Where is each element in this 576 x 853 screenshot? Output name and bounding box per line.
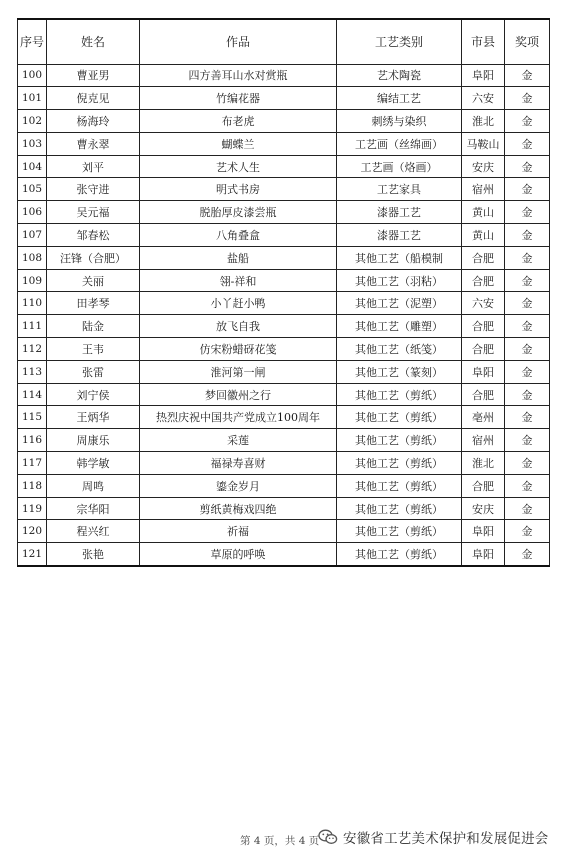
cell-award: 金	[505, 87, 550, 110]
cell-city: 淮北	[462, 110, 505, 133]
watermark	[318, 827, 549, 847]
cell-work: 热烈庆祝中国共产党成立100周年	[140, 406, 337, 429]
cell-no: 119	[18, 497, 47, 520]
cell-no: 115	[18, 406, 47, 429]
header-work: 作品	[140, 19, 337, 64]
table-row	[18, 360, 550, 383]
cell-award: 金	[505, 383, 550, 406]
cell-work: 蝴蝶兰	[140, 132, 337, 155]
table-row	[18, 224, 550, 247]
cell-award: 金	[505, 315, 550, 338]
cell-category: 漆器工艺	[337, 224, 462, 247]
table-row	[18, 497, 550, 520]
cell-name: 汪锋（合肥）	[47, 246, 140, 269]
cell-category: 其他工艺（剪纸）	[337, 383, 462, 406]
cell-award: 金	[505, 452, 550, 475]
table-row	[18, 269, 550, 292]
table-row	[18, 429, 550, 452]
cell-award: 金	[505, 246, 550, 269]
cell-category: 其他工艺（篆刻）	[337, 360, 462, 383]
cell-city: 安庆	[462, 497, 505, 520]
cell-name: 张艳	[47, 543, 140, 566]
cell-category: 其他工艺（剪纸）	[337, 497, 462, 520]
cell-name: 杨海玲	[47, 110, 140, 133]
cell-category: 其他工艺（雕塑）	[337, 315, 462, 338]
cell-work: 脱胎厚皮漆尝瓶	[140, 201, 337, 224]
header-row	[18, 19, 550, 64]
cell-category: 其他工艺（剪纸）	[337, 429, 462, 452]
cell-category: 其他工艺（羽粘）	[337, 269, 462, 292]
awards-table	[17, 18, 550, 567]
cell-work: 剪纸黄梅戏四绝	[140, 497, 337, 520]
cell-no: 107	[18, 224, 47, 247]
cell-city: 合肥	[462, 315, 505, 338]
cell-name: 韩学敏	[47, 452, 140, 475]
cell-city: 阜阳	[462, 543, 505, 566]
cell-category: 其他工艺（船模制	[337, 246, 462, 269]
cell-no: 110	[18, 292, 47, 315]
cell-category: 其他工艺（泥塑）	[337, 292, 462, 315]
cell-award: 金	[505, 201, 550, 224]
cell-no: 108	[18, 246, 47, 269]
cell-no: 104	[18, 155, 47, 178]
table-row	[18, 201, 550, 224]
wechat-icon	[318, 829, 338, 845]
table-row	[18, 178, 550, 201]
page-footer	[0, 827, 576, 849]
cell-award: 金	[505, 64, 550, 87]
cell-city: 亳州	[462, 406, 505, 429]
cell-work: 放飞自我	[140, 315, 337, 338]
cell-city: 宿州	[462, 429, 505, 452]
cell-category: 其他工艺（剪纸）	[337, 543, 462, 566]
cell-name: 张守进	[47, 178, 140, 201]
cell-work: 淮河第一闸	[140, 360, 337, 383]
cell-name: 陆金	[47, 315, 140, 338]
cell-category: 其他工艺（纸笺）	[337, 338, 462, 361]
cell-no: 121	[18, 543, 47, 566]
cell-no: 114	[18, 383, 47, 406]
cell-city: 安庆	[462, 155, 505, 178]
cell-city: 黄山	[462, 201, 505, 224]
cell-award: 金	[505, 429, 550, 452]
cell-city: 合肥	[462, 246, 505, 269]
cell-award: 金	[505, 338, 550, 361]
cell-category: 漆器工艺	[337, 201, 462, 224]
cell-name: 吴元福	[47, 201, 140, 224]
cell-work: 艺术人生	[140, 155, 337, 178]
cell-name: 周鸣	[47, 474, 140, 497]
table-row	[18, 452, 550, 475]
table-row	[18, 292, 550, 315]
cell-no: 106	[18, 201, 47, 224]
cell-name: 程兴红	[47, 520, 140, 543]
cell-award: 金	[505, 110, 550, 133]
cell-category: 艺术陶瓷	[337, 64, 462, 87]
cell-no: 117	[18, 452, 47, 475]
cell-name: 张雷	[47, 360, 140, 383]
table-row	[18, 406, 550, 429]
cell-city: 合肥	[462, 474, 505, 497]
cell-work: 四方善耳山水对赏瓶	[140, 64, 337, 87]
cell-name: 曹永翠	[47, 132, 140, 155]
cell-work: 草原的呼唤	[140, 543, 337, 566]
table-row	[18, 338, 550, 361]
cell-work: 仿宋粉蜡砑花笺	[140, 338, 337, 361]
cell-award: 金	[505, 360, 550, 383]
cell-city: 阜阳	[462, 64, 505, 87]
cell-work: 采莲	[140, 429, 337, 452]
table-row	[18, 315, 550, 338]
cell-category: 刺绣与染织	[337, 110, 462, 133]
cell-name: 田孝琴	[47, 292, 140, 315]
cell-work: 梦回徽州之行	[140, 383, 337, 406]
cell-city: 黄山	[462, 224, 505, 247]
cell-award: 金	[505, 178, 550, 201]
cell-category: 编结工艺	[337, 87, 462, 110]
cell-name: 关丽	[47, 269, 140, 292]
table-row	[18, 383, 550, 406]
cell-category: 工艺画（丝绵画）	[337, 132, 462, 155]
cell-award: 金	[505, 497, 550, 520]
table-row	[18, 110, 550, 133]
cell-no: 103	[18, 132, 47, 155]
header-name: 姓名	[47, 19, 140, 64]
cell-city: 六安	[462, 87, 505, 110]
cell-city: 宿州	[462, 178, 505, 201]
cell-category: 其他工艺（剪纸）	[337, 474, 462, 497]
cell-work: 明式书房	[140, 178, 337, 201]
cell-name: 王炳华	[47, 406, 140, 429]
cell-name: 曹亚男	[47, 64, 140, 87]
cell-name: 倪克见	[47, 87, 140, 110]
header-no: 序号	[18, 19, 47, 64]
table-row	[18, 155, 550, 178]
cell-award: 金	[505, 269, 550, 292]
cell-work: 小丫赶小鸭	[140, 292, 337, 315]
cell-work: 竹编花器	[140, 87, 337, 110]
cell-award: 金	[505, 474, 550, 497]
cell-award: 金	[505, 292, 550, 315]
cell-city: 阜阳	[462, 520, 505, 543]
table-row	[18, 87, 550, 110]
cell-city: 合肥	[462, 269, 505, 292]
cell-work: 祈福	[140, 520, 337, 543]
cell-award: 金	[505, 155, 550, 178]
cell-name: 宗华阳	[47, 497, 140, 520]
cell-no: 111	[18, 315, 47, 338]
cell-no: 113	[18, 360, 47, 383]
header-city: 市县	[462, 19, 505, 64]
cell-work: 鎏金岁月	[140, 474, 337, 497]
table-header	[18, 19, 550, 64]
cell-name: 刘宁侯	[47, 383, 140, 406]
table-row	[18, 64, 550, 87]
cell-name: 邹春松	[47, 224, 140, 247]
cell-award: 金	[505, 132, 550, 155]
cell-city: 六安	[462, 292, 505, 315]
cell-city: 马鞍山	[462, 132, 505, 155]
cell-name: 刘平	[47, 155, 140, 178]
cell-work: 盐船	[140, 246, 337, 269]
table-row	[18, 520, 550, 543]
cell-city: 阜阳	[462, 360, 505, 383]
cell-work: 布老虎	[140, 110, 337, 133]
page-number: 第 4 页，共 4 页	[240, 835, 320, 847]
cell-no: 100	[18, 64, 47, 87]
cell-work: 福禄寿喜财	[140, 452, 337, 475]
cell-award: 金	[505, 543, 550, 566]
watermark-text: 安徽省工艺美术保护和发展促进会	[343, 831, 549, 847]
cell-category: 工艺家具	[337, 178, 462, 201]
cell-category: 其他工艺（剪纸）	[337, 452, 462, 475]
header-category: 工艺类别	[337, 19, 462, 64]
cell-city: 淮北	[462, 452, 505, 475]
cell-award: 金	[505, 224, 550, 247]
cell-no: 102	[18, 110, 47, 133]
cell-city: 合肥	[462, 338, 505, 361]
cell-category: 其他工艺（剪纸）	[337, 406, 462, 429]
cell-work: 八角叠盒	[140, 224, 337, 247]
cell-name: 周康乐	[47, 429, 140, 452]
cell-award: 金	[505, 406, 550, 429]
cell-category: 工艺画（烙画）	[337, 155, 462, 178]
cell-name: 王韦	[47, 338, 140, 361]
table-row	[18, 474, 550, 497]
table-row	[18, 543, 550, 566]
table-body	[18, 64, 550, 566]
cell-work: 翎-祥和	[140, 269, 337, 292]
cell-no: 120	[18, 520, 47, 543]
cell-category: 其他工艺（剪纸）	[337, 520, 462, 543]
cell-no: 112	[18, 338, 47, 361]
cell-no: 109	[18, 269, 47, 292]
cell-no: 105	[18, 178, 47, 201]
table-row	[18, 132, 550, 155]
cell-no: 118	[18, 474, 47, 497]
header-award: 奖项	[505, 19, 550, 64]
cell-award: 金	[505, 520, 550, 543]
table-row	[18, 246, 550, 269]
cell-no: 116	[18, 429, 47, 452]
cell-city: 合肥	[462, 383, 505, 406]
cell-no: 101	[18, 87, 47, 110]
